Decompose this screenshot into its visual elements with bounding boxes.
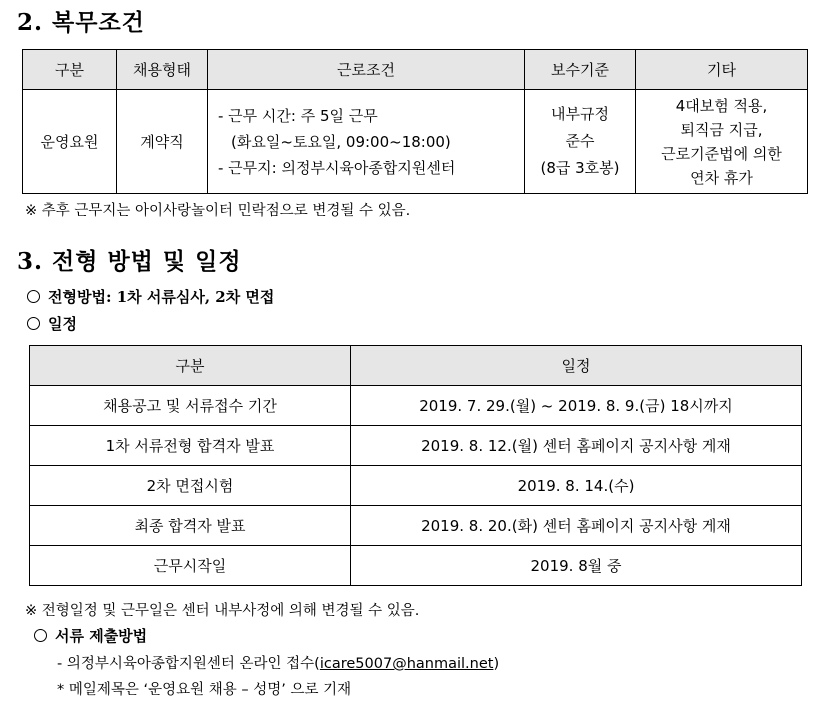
table-header-row <box>23 50 808 90</box>
header-category: 구분 <box>23 50 117 90</box>
schedule-label-item <box>27 313 77 334</box>
header-pay-standard: 보수기준 <box>525 50 636 90</box>
method-item <box>27 286 274 307</box>
table-row <box>30 426 802 466</box>
header-employment-type: 채용형태 <box>117 50 208 90</box>
schedule-date: 2019. 8월 중 <box>351 546 802 586</box>
schedule-date: 2019. 8. 14.(수) <box>351 466 802 506</box>
row-pay-standard <box>525 90 636 194</box>
schedule-date: 2019. 8. 12.(월) 센터 홈페이지 공지사항 게재 <box>351 426 802 466</box>
table-row <box>23 90 808 194</box>
header-etc: 기타 <box>636 50 808 90</box>
email-link[interactable]: icare5007@hanmail.net <box>319 656 494 672</box>
table-header-row <box>30 346 802 386</box>
schedule-date: 2019. 8. 20.(화) 센터 홈페이지 공지사항 게재 <box>351 506 802 546</box>
circle-bullet-icon <box>27 317 40 330</box>
header-schedule: 일정 <box>351 346 802 386</box>
schedule-label-text: 일정 <box>48 315 77 333</box>
pay-line: 내부규정 <box>551 105 609 123</box>
schedule-item: 채용공고 및 서류접수 기간 <box>30 386 351 426</box>
table-row <box>30 546 802 586</box>
work-conditions-table <box>22 49 808 194</box>
section2-heading: 2. 복무조건 <box>17 9 145 36</box>
section2-note: ※ 추후 근무지는 아이사랑놀이터 민락점으로 변경될 수 있음. <box>25 203 411 219</box>
row-category: 운영요원 <box>23 90 117 194</box>
section3-heading: 3. 전형 방법 및 일정 <box>17 248 242 275</box>
etc-line: 근로기준법에 의한 <box>661 144 782 163</box>
schedule-item: 근무시작일 <box>30 546 351 586</box>
row-employment-type: 계약직 <box>117 90 208 194</box>
condition-line: - 근무 시간: 주 5일 근무 <box>218 106 378 125</box>
etc-line: 4대보험 적용, <box>675 96 768 115</box>
condition-line: (화요일~토요일, 09:00~18:00) <box>231 132 451 151</box>
row-etc <box>636 90 808 194</box>
schedule-item: 최종 합격자 발표 <box>30 506 351 546</box>
submission-line-subject: * 메일제목은 ‘운영요원 채용 – 성명’ 으로 기재 <box>57 682 352 698</box>
circle-bullet-icon <box>27 290 40 303</box>
condition-line: - 근무지: 의정부시육아종합지원센터 <box>218 158 456 177</box>
submission-suffix: ) <box>493 656 500 672</box>
header-work-conditions: 근로조건 <box>208 50 525 90</box>
submission-title: 서류 제출방법 <box>55 627 148 645</box>
method-text: 전형방법: 1차 서류심사, 2차 면접 <box>48 288 275 306</box>
header-category: 구분 <box>30 346 351 386</box>
schedule-date: 2019. 7. 29.(월) ~ 2019. 8. 9.(금) 18시까지 <box>351 386 802 426</box>
circle-bullet-icon <box>34 629 47 642</box>
schedule-table <box>29 345 802 586</box>
schedule-item: 1차 서류전형 합격자 발표 <box>30 426 351 466</box>
row-work-conditions <box>208 90 525 194</box>
etc-line: 연차 휴가 <box>690 168 753 187</box>
submission-line-online <box>57 652 499 673</box>
pay-line: 준수 <box>565 132 595 150</box>
submission-prefix: - 의정부시육아종합지원센터 온라인 접수( <box>57 656 320 672</box>
table-row <box>30 386 802 426</box>
schedule-item: 2차 면접시험 <box>30 466 351 506</box>
etc-line: 퇴직금 지급, <box>680 120 763 139</box>
pay-line: (8급 3호봉) <box>540 159 620 177</box>
section3-note: ※ 전형일정 및 근무일은 센터 내부사정에 의해 변경될 수 있음. <box>25 603 420 619</box>
submission-title-item <box>34 625 147 646</box>
table-row <box>30 466 802 506</box>
table-row <box>30 506 802 546</box>
